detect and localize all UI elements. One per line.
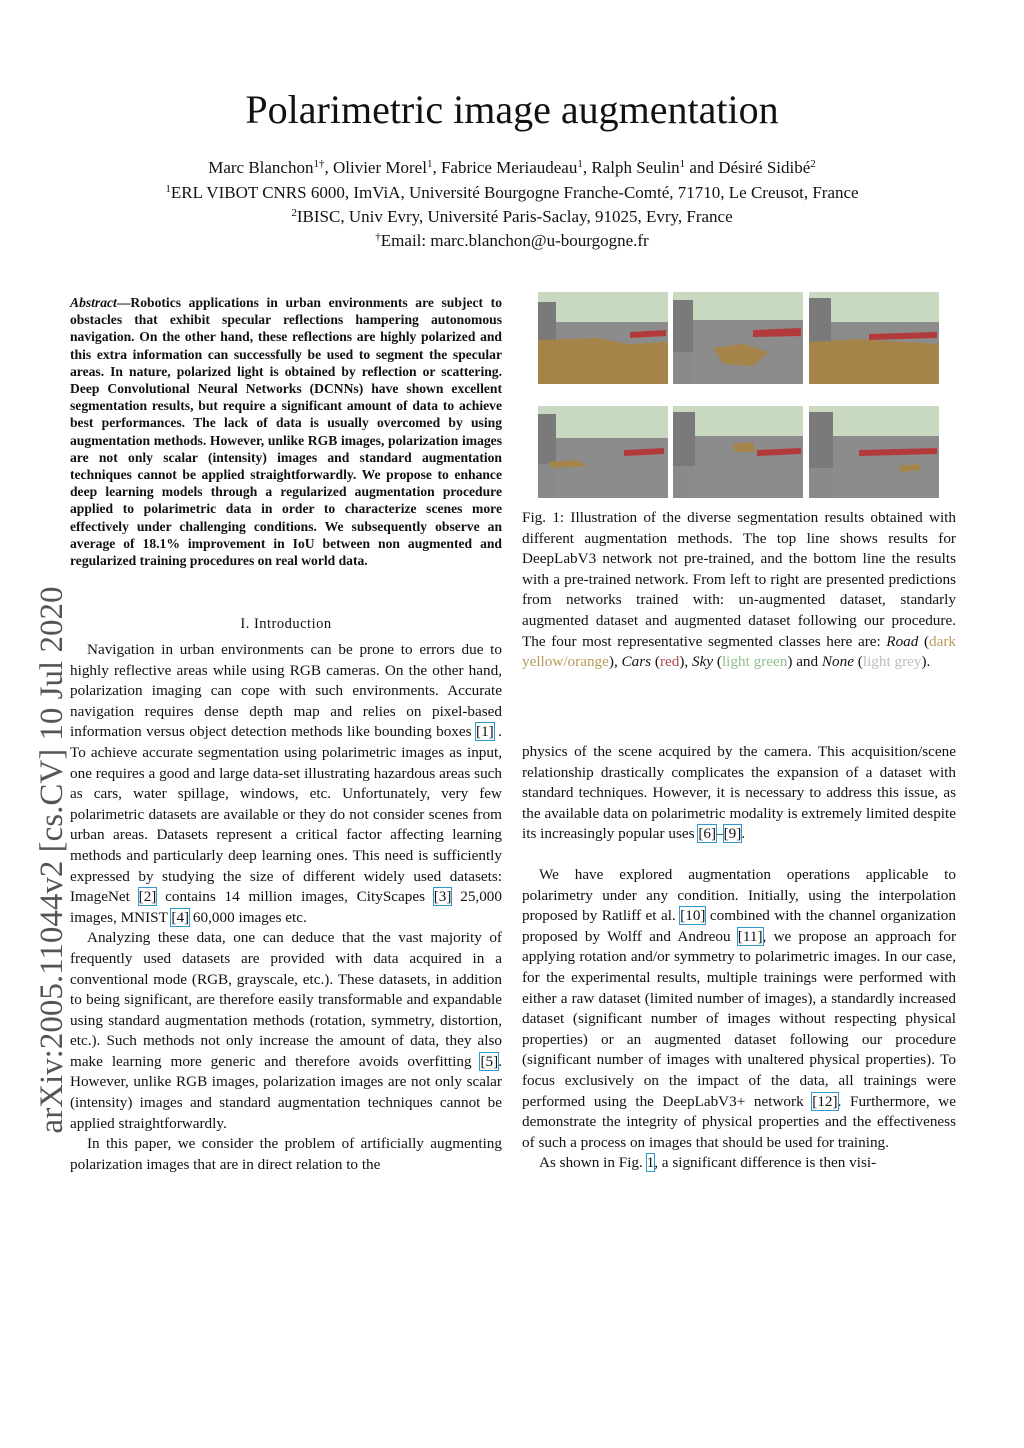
arxiv-stamp: arXiv:2005.11044v2 [cs.CV] 10 Jul 2020 xyxy=(34,586,70,1134)
affiliation-sup: 1 xyxy=(165,183,171,195)
abstract-text: —Robotics applications in urban environments are subject to obstacles that exhibit specular reflections hampering autonomous navigation. On the other hand, these reflections are highly polarized and this extra information can successfully be used to segment the specular areas. In nature, polarized light is obtained by reflection or scattering. Deep Convolutional Neural Networks (DCNNs) have shown excellent segmentation results, but require a significant amount of data to achieve best performances. The lack of data is usually overcomed by using augmentation methods. However, unlike RGB images, polarization images are not only scalar (intensity) images and standard augmentation techniques cannot be applied straightforwardly. We propose to enhance deep learning models through a regularized augmentation procedure applied to polarimetric data in order to characterize scenes more effectively under challenging conditions. We subsequently observe an average of 18.1% improvement in IoU between non augmented and regularized training procedures on real world data. xyxy=(70,295,502,569)
text-run: – xyxy=(716,825,724,843)
segmentation-thumbnail xyxy=(809,406,939,498)
citation-link[interactable]: [4] xyxy=(171,908,190,926)
email-text: Email: marc.blanchon@u-bourgogne.fr xyxy=(380,231,649,250)
citation-link[interactable]: [9] xyxy=(723,825,742,843)
paper-title: Polarimetric image augmentation xyxy=(245,87,779,132)
text-run: Navigation in urban environments can be prone to errors due to highly reflective areas while using RGB cameras. On the other hand, polarization imaging can cope with such environments. Accurate navigation requires dense depth map and relies on pixel-based information versus object detection methods like bounding boxes xyxy=(70,641,502,741)
right-column xyxy=(522,742,956,1174)
segmentation-thumbnail xyxy=(673,406,803,498)
author-sup: 2 xyxy=(810,158,816,170)
contact-email xyxy=(0,229,1024,252)
introduction-column xyxy=(70,640,502,1175)
segmentation-thumbnail xyxy=(538,406,668,498)
class-color-none: light grey xyxy=(862,653,922,671)
text-run: ). xyxy=(921,653,931,671)
abstract xyxy=(70,294,502,569)
segmentation-thumbnail xyxy=(673,292,803,384)
author-sup: 1 xyxy=(577,158,583,170)
figure-1-caption: Fig. 1: Illustration of the diverse segmentation results obtained with different augmentation methods. The top line shows results for DeepLabV3 network not pre-trained, and the bottom line the results with a pre-trained network. From left to right are presented predictions from networks trained with: un-augmented dataset, standarly augmented dataset and augmented dataset following our procedure. The four most representative segmented classes here are: Road (dark yellow/orange), Cars (red), Sky (light green) and None (light grey). xyxy=(522,509,956,671)
paragraph xyxy=(522,742,956,845)
paragraph: In this paper, we consider the problem of artificially augmenting polarization images that are in direct relation to the xyxy=(70,1135,502,1173)
segmentation-thumbnail xyxy=(809,292,939,384)
citation-link[interactable]: [10] xyxy=(680,907,706,925)
citation-link[interactable]: [3] xyxy=(433,888,452,906)
author-name: and Désiré Sidibé xyxy=(685,158,811,177)
text-run: Analyzing these data, one can deduce that the vast majority of frequently used datasets are provided with data acquired in a conventional mode (RGB, grayscale, etc.). These datasets, in addition to being significant, are therefore easily transformable and expandable using standard augmentation methods (rotation, symmetry, distortion, etc.). Such methods not only increase the amount of data, they also make learning more generic and therefore avoids overfitting xyxy=(70,929,502,1070)
citation-link[interactable]: [12] xyxy=(812,1092,838,1110)
text-run: . To achieve accurate segmentation using polarimetric images as input, one requires a good and large data-set illustrating hazardous areas such as cars, water spillage, windows, etc. Unfortunately, very few polarimetric datasets are available or they do not consider scenes from urban areas. Datasets represent a critical factor affecting learning methods and particularly deep learning ones. This need is sufficiently expressed by studying the size of different widely used datasets: ImageNet xyxy=(70,723,502,906)
text-run: . However, unlike RGB images, polarization images are not only scalar (intensity) images and standard augmentation techniques cannot be applied straightforwardly. xyxy=(70,1052,502,1132)
paragraph xyxy=(70,640,502,928)
text-run: . Furthermore, we demonstrate the integrity of physical properties and the effectiveness of such a process on images that should be used for training. xyxy=(522,1092,957,1151)
text-run: 60,000 images etc. xyxy=(189,908,307,926)
text-run: and xyxy=(792,653,822,671)
text-run: 25,000 images, MNIST xyxy=(70,888,502,926)
author-name: Marc Blanchon xyxy=(208,158,314,177)
citation-link[interactable]: [11] xyxy=(737,927,763,945)
email-sup: † xyxy=(375,231,381,243)
class-name-sky: Sky xyxy=(692,653,714,671)
author-list xyxy=(0,156,1024,179)
paragraph xyxy=(522,865,956,1153)
author-sup: 1† xyxy=(313,158,325,170)
abstract-label: Abstract xyxy=(70,295,117,310)
author-sup: 1 xyxy=(679,158,686,170)
class-color-sky: light green xyxy=(721,653,788,671)
author-name: , Olivier Morel xyxy=(324,158,427,177)
text-run: Fig. 1: Illustration of the diverse segmentation results obtained with different augmentation methods. The top line shows results for DeepLabV3 network not pre-trained, and the bottom line the results with a pre-trained network. From left to right are presented predictions from networks trained with: un-augmented dataset, standarly augmented dataset and augmented dataset following our procedure. The four most representative segmented classes here are: xyxy=(522,509,956,650)
text-run: , a significant difference is then visi- xyxy=(654,1154,877,1172)
paragraph-gap xyxy=(522,845,956,865)
class-color-cars: red xyxy=(659,653,680,671)
text-run: combined with the channel organization proposed by Wolff and Andreou xyxy=(522,907,956,945)
affiliation-text: ERL VIBOT CNRS 6000, ImViA, Université Bourgogne Franche-Comté, 71710, Le Creusot, France xyxy=(170,183,859,202)
author-name: , Ralph Seulin xyxy=(582,158,680,177)
text-run: . xyxy=(741,825,746,843)
text-run: contains 14 million images, CityScapes xyxy=(156,888,434,906)
class-color-road: dark yellow/orange xyxy=(522,632,956,671)
segmentation-thumbnail xyxy=(538,292,668,384)
citation-link[interactable]: [5] xyxy=(480,1052,499,1070)
affiliation-text: IBISC, Univ Evry, Université Paris-Saclay, 91025, Evry, France xyxy=(296,207,733,226)
affiliation-1 xyxy=(0,181,1024,204)
affiliation-2 xyxy=(0,205,1024,228)
class-name-road: Road xyxy=(886,632,919,650)
class-name-cars: Cars xyxy=(621,653,652,671)
citation-link[interactable]: [6] xyxy=(698,825,717,843)
text-run: As shown in Fig. xyxy=(539,1154,647,1172)
author-name: , Fabrice Meriaudeau xyxy=(432,158,578,177)
figure-link[interactable]: 1 xyxy=(646,1154,655,1172)
citation-link[interactable]: [2] xyxy=(138,888,157,906)
text-run: physics of the scene acquired by the camera. This acquisition/scene relationship drastically complicates the expansion of a dataset with standard techniques. However, it is necessary to address this issue, as the available data on polarimetric modality is extremely limited despite its increasingly popular uses xyxy=(522,743,956,843)
class-name-none: None xyxy=(821,653,854,671)
affiliation-sup: 2 xyxy=(291,207,297,219)
section-heading-introduction: I. Introduction xyxy=(240,616,332,632)
text-run: We have explored augmentation operations applicable to polarimetry under any condition. Initially, using the interpolation proposed by Ratliff et al. xyxy=(522,865,956,925)
paragraph xyxy=(522,1153,956,1174)
text-run: , we propose an approach for applying rotation and/or symmetry to polarimetric images. In our case, for the experimental results, multiple trainings were performed with either a raw dataset (limited number of images), a standardly increased dataset (significant number of images without respecting physical properties) or an augmented dataset following our procedure (significant number of images with unaltered physical properties). To focus exclusively on the impact of the data, all trainings were performed using the DeepLabV3+ network xyxy=(522,927,956,1110)
paragraph xyxy=(70,928,502,1134)
citation-link[interactable]: [1] xyxy=(476,723,494,741)
author-sup: 1 xyxy=(426,158,433,170)
